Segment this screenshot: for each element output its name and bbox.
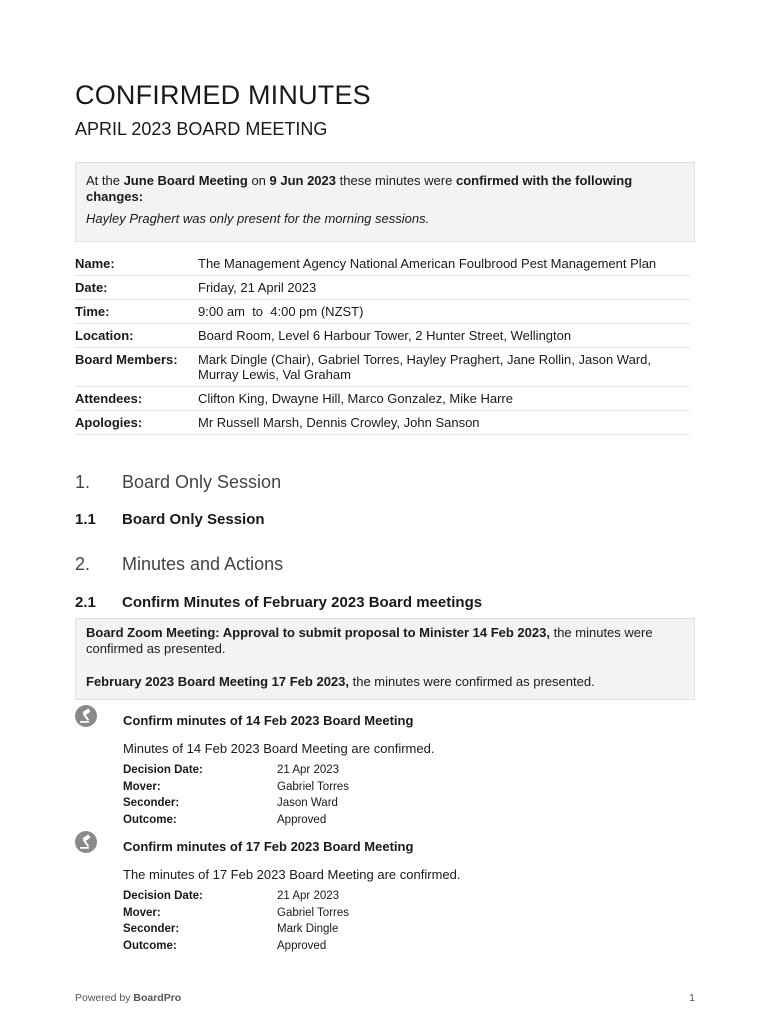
footer-powered-by: [75, 992, 181, 1004]
resolution-field-mover: [123, 779, 349, 796]
resolution-field-outcome: [123, 938, 349, 955]
detail-value: Mark Dingle (Chair), Gabriel Torres, Hayley Praghert, Jane Rollin, Jason Ward, Murray Lewis, Val Graham: [198, 352, 652, 382]
resolution-title: Confirm minutes of 14 Feb 2023 Board Meeting: [123, 713, 414, 728]
detail-label: Date:: [75, 280, 108, 295]
detail-row-apologies: [75, 411, 690, 435]
confirmation-notice: [75, 162, 695, 242]
confirmation-status: confirmed with the following changes:: [86, 173, 633, 204]
field-label: Outcome:: [123, 939, 177, 952]
minutes-paragraph-2-bold: February 2023 Board Meeting 17 Feb 2023,: [86, 674, 349, 689]
resolution-field-decision-date: [123, 762, 349, 779]
resolution-title: Confirm minutes of 17 Feb 2023 Board Meeting: [123, 839, 414, 854]
field-label: Outcome:: [123, 813, 177, 826]
gavel-icon: [75, 705, 97, 727]
resolution-field-outcome: [123, 812, 349, 829]
subsection-number: 2.1: [75, 594, 96, 611]
resolution-field-seconder: [123, 921, 349, 938]
detail-value: Friday, 21 April 2023: [198, 280, 317, 295]
footer-brand: BoardPro: [133, 992, 182, 1004]
resolution-fields: [123, 888, 349, 954]
confirmation-date: 9 Jun 2023: [269, 173, 337, 188]
detail-row-name: [75, 252, 690, 276]
field-label: Mover:: [123, 780, 161, 793]
minutes-paragraph-2: [86, 674, 684, 690]
detail-value: The Management Agency National American Foulbrood Pest Management Plan: [198, 256, 657, 271]
detail-label: Board Members:: [75, 352, 178, 367]
section-heading-1: [75, 472, 281, 493]
section-title: Board Only Session: [122, 472, 282, 492]
meeting-details: [75, 252, 690, 435]
footer-powered-by-text: Powered by: [75, 992, 134, 1004]
resolution-text: Minutes of 14 Feb 2023 Board Meeting are confirmed.: [123, 741, 435, 756]
field-label: Decision Date:: [123, 764, 203, 776]
field-value: Approved: [277, 939, 327, 952]
page-number: 1: [689, 992, 695, 1004]
subsection-title: Board Only Session: [122, 511, 265, 528]
minutes-paragraph-1: [86, 625, 684, 657]
section-heading-2: [75, 554, 283, 575]
detail-row-attendees: [75, 387, 690, 411]
subsection-number: 1.1: [75, 511, 96, 528]
field-label: Decision Date:: [123, 890, 203, 902]
detail-label: Apologies:: [75, 415, 143, 430]
field-value: Jason Ward: [277, 797, 338, 809]
detail-value: Clifton King, Dwayne Hill, Marco Gonzalez, Mike Harre: [198, 391, 513, 406]
subsection-heading-2-1: [75, 594, 482, 611]
detail-row-board-members: [75, 348, 690, 387]
detail-label: Attendees:: [75, 391, 143, 406]
detail-row-date: [75, 276, 690, 300]
detail-value: 9:00 am to 4:00 pm (NZST): [198, 304, 364, 319]
minutes-confirmation-box: [75, 618, 695, 700]
detail-label: Name:: [75, 256, 115, 271]
minutes-paragraph-1-bold: Board Zoom Meeting: Approval to submit proposal to Minister 14 Feb 2023,: [86, 625, 550, 640]
resolution-field-seconder: [123, 795, 349, 812]
confirmation-text: [86, 173, 684, 205]
subsection-heading-1-1: [75, 511, 265, 528]
detail-row-location: [75, 324, 690, 348]
field-label: Seconder:: [123, 797, 180, 809]
detail-value: Mr Russell Marsh, Dennis Crowley, John Sanson: [198, 415, 480, 430]
page-subtitle: APRIL 2023 BOARD MEETING: [75, 119, 328, 139]
resolution-field-decision-date: [123, 888, 349, 905]
confirmation-on: on: [247, 173, 270, 188]
field-value: 21 Apr 2023: [277, 764, 340, 776]
detail-row-time: [75, 300, 690, 324]
detail-value: Board Room, Level 6 Harbour Tower, 2 Hunter Street, Wellington: [198, 328, 572, 343]
field-value: 21 Apr 2023: [277, 890, 340, 902]
subsection-title: Confirm Minutes of February 2023 Board meetings: [122, 594, 483, 611]
field-value: Gabriel Torres: [277, 780, 350, 793]
page-title: CONFIRMED MINUTES: [75, 80, 371, 110]
minutes-paragraph-2-rest: the minutes were confirmed as presented.: [349, 674, 595, 689]
field-value: Gabriel Torres: [277, 906, 350, 919]
gavel-icon: [75, 831, 97, 853]
minutes-paragraph-1-rest: the minutes were confirmed as presented.: [86, 625, 653, 656]
resolution-text: The minutes of 17 Feb 2023 Board Meeting are confirmed.: [123, 867, 461, 882]
section-title: Minutes and Actions: [122, 554, 284, 574]
detail-label: Location:: [75, 328, 134, 343]
section-number: 2.: [75, 554, 91, 574]
resolution-fields: [123, 762, 349, 828]
confirmation-middle: these minutes were: [336, 173, 456, 188]
field-label: Seconder:: [123, 923, 180, 935]
detail-label: Time:: [75, 304, 110, 319]
confirmation-meeting-name: June Board Meeting: [123, 173, 248, 188]
section-number: 1.: [75, 472, 91, 492]
field-value: Approved: [277, 813, 327, 826]
resolution-field-mover: [123, 905, 349, 922]
confirmation-change-note: Hayley Praghert was only present for the morning sessions.: [86, 211, 430, 226]
confirmation-prefix: At the: [86, 173, 124, 188]
field-label: Mover:: [123, 906, 161, 919]
field-value: Mark Dingle: [277, 923, 339, 935]
